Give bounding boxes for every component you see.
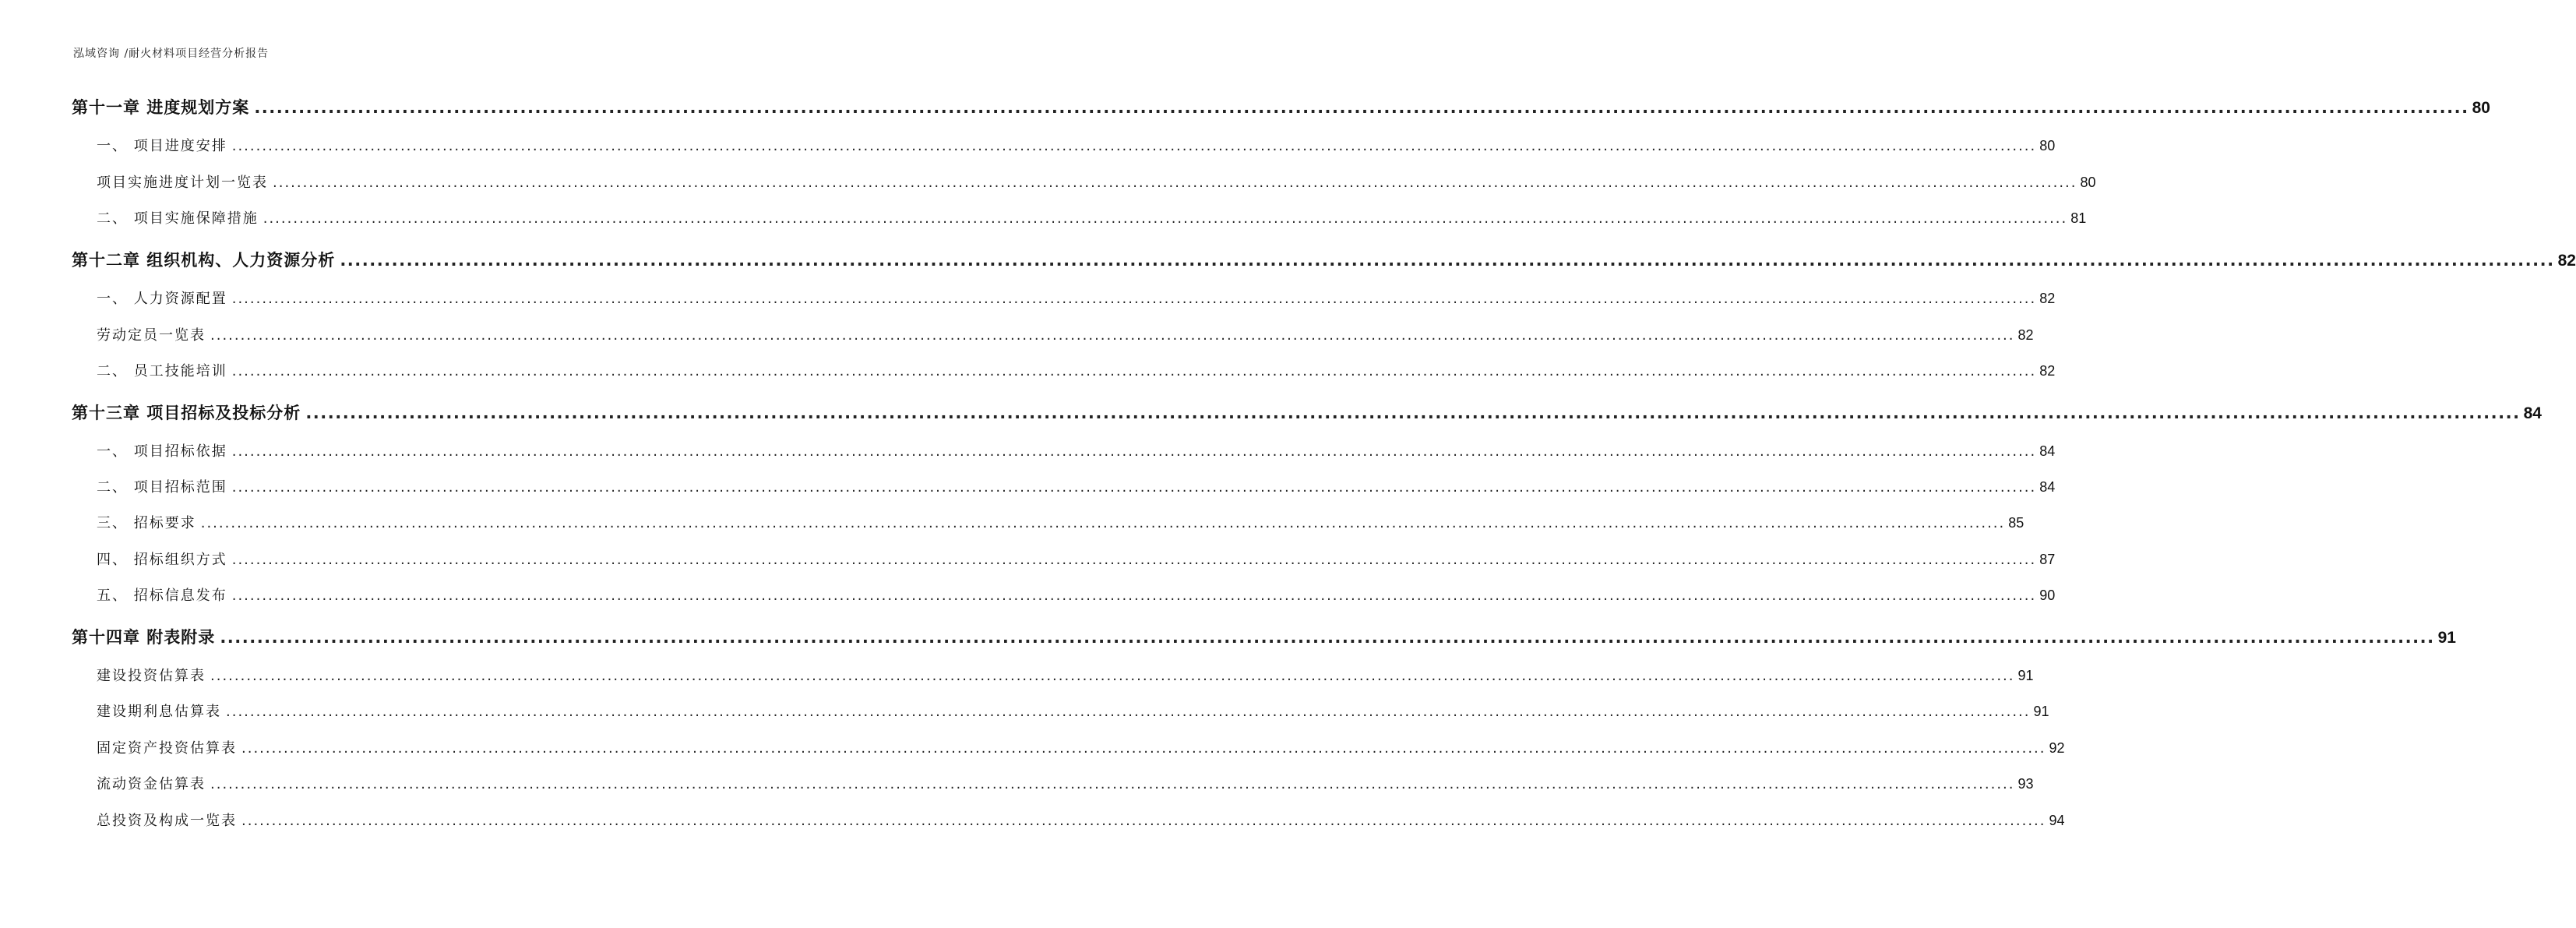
toc-leader-dots: ............................................................................................................................................................................................................................................................................................................ [241, 813, 2046, 829]
toc-entry-title: 一、 项目招标依据 [97, 443, 227, 460]
toc-leader-dots: ............................................................................................................................................................................................................................................................................................................ [210, 668, 2015, 684]
toc-entry-title: 项目实施进度计划一览表 [97, 175, 268, 191]
toc-section-entry[interactable] [97, 476, 2056, 496]
toc-leader-dots: ............................................................................................................................................................................................................................................................................................................ [231, 479, 2037, 496]
toc-section-entry[interactable] [97, 665, 2034, 685]
toc-entry-title: 一、 项目进度安排 [97, 138, 227, 154]
toc-chapter-entry[interactable] [72, 95, 2490, 118]
toc-leader-dots: ............................................................................................................................................................................................................................................................................................................ [263, 210, 2068, 227]
toc-page-number: 80 [2039, 138, 2056, 153]
toc-chapter-entry[interactable] [72, 248, 2576, 271]
toc-page-number: 92 [2049, 740, 2065, 756]
toc-leader-dots: ............................................................................................................................................................................................................................................................................................................ [231, 587, 2037, 604]
toc-section-entry[interactable] [97, 324, 2034, 344]
toc-page-number: 82 [2039, 363, 2056, 379]
toc-entry-title: 三、 招标要求 [97, 515, 196, 531]
toc-chapter-entry[interactable] [72, 625, 2456, 648]
toc-page-number: 84 [2523, 404, 2542, 422]
toc-entry-title: 一、 人力资源配置 [97, 291, 227, 307]
toc-section-entry[interactable] [97, 171, 2096, 192]
toc-section-entry[interactable] [97, 584, 2056, 605]
toc-entry-title: 五、 招标信息发布 [97, 587, 227, 604]
toc-leader-dots: ............................................................................................................................................................................................................................................................................................................ [231, 443, 2037, 460]
toc-entry-title: 建设期利息估算表 [97, 704, 221, 720]
toc-page-number: 80 [2080, 175, 2096, 190]
toc-entry-title: 四、 招标组织方式 [97, 552, 227, 568]
toc-entry-title: 第十四章 附表附录 [72, 628, 216, 647]
toc-leader-dots: ............................................................................................................................................................................................................................................................................................................ [231, 291, 2037, 307]
toc-section-entry[interactable] [97, 810, 2065, 830]
toc-leader-dots: ............................................................................................................................................................................................................................................................................................................ [305, 404, 2521, 422]
toc-entry-title: 二、 项目实施保障措施 [97, 210, 259, 227]
toc-section-entry[interactable] [97, 288, 2056, 308]
toc-entry-title: 流动资金估算表 [97, 776, 206, 792]
toc-entry-title: 建设投资估算表 [97, 668, 206, 684]
toc-entry-title: 第十三章 项目招标及投标分析 [72, 404, 301, 422]
toc-entry-title: 二、 项目招标范围 [97, 479, 227, 496]
toc-chapter-entry[interactable] [72, 400, 2542, 424]
toc-leader-dots: ............................................................................................................................................................................................................................................................................................................ [226, 704, 2031, 720]
toc-section-entry[interactable] [97, 773, 2034, 793]
toc-page-number: 84 [2039, 443, 2056, 459]
toc-page-number: 93 [2017, 776, 2034, 792]
toc-leader-dots: ............................................................................................................................................................................................................................................................................................................ [200, 515, 2006, 531]
toc-leader-dots: ............................................................................................................................................................................................................................................................................................................ [241, 740, 2046, 757]
toc-section-entry[interactable] [97, 360, 2056, 380]
toc-leader-dots: ............................................................................................................................................................................................................................................................................................................ [231, 138, 2037, 154]
toc-leader-dots: ............................................................................................................................................................................................................................................................................................................ [273, 175, 2077, 191]
toc-section-entry[interactable] [97, 700, 2049, 721]
toc-page-number: 87 [2039, 552, 2056, 567]
toc-entry-title: 第十二章 组织机构、人力资源分析 [72, 251, 336, 270]
toc-entry-title: 劳动定员一览表 [97, 327, 206, 344]
toc-page-number: 84 [2039, 479, 2056, 495]
toc-leader-dots: ............................................................................................................................................................................................................................................................................................................ [231, 363, 2037, 379]
toc-leader-dots: ............................................................................................................................................................................................................................................................................................................ [220, 628, 2435, 647]
toc-section-entry[interactable] [97, 512, 2025, 532]
toc-entry-title: 总投资及构成一览表 [97, 813, 237, 829]
toc-page-number: 80 [2472, 99, 2490, 117]
toc-page-number: 82 [2039, 291, 2056, 306]
toc-leader-dots: ............................................................................................................................................................................................................................................................................................................ [340, 251, 2555, 270]
toc-entry-title: 第十一章 进度规划方案 [72, 98, 250, 117]
toc-page-number: 94 [2049, 813, 2065, 828]
toc-entry-title: 二、 员工技能培训 [97, 363, 227, 379]
toc-page-number: 85 [2008, 515, 2025, 531]
toc-page-number: 82 [2557, 252, 2576, 270]
toc-section-entry[interactable] [97, 207, 2087, 228]
toc-page-number: 91 [2017, 668, 2034, 683]
toc-entry-title: 固定资产投资估算表 [97, 740, 237, 757]
toc-leader-dots: ............................................................................................................................................................................................................................................................................................................ [210, 327, 2015, 344]
toc-section-entry[interactable] [97, 549, 2056, 569]
running-header: 泓域咨询 /耐火材料项目经营分析报告 [73, 48, 270, 60]
toc-section-entry[interactable] [97, 135, 2056, 155]
toc-leader-dots: ............................................................................................................................................................................................................................................................................................................ [231, 552, 2037, 568]
toc-page-number: 91 [2033, 704, 2049, 719]
toc-section-entry[interactable] [97, 440, 2056, 460]
toc-page-number: 90 [2039, 587, 2056, 603]
toc-section-entry[interactable] [97, 737, 2065, 757]
toc-page-number: 82 [2017, 327, 2034, 343]
toc-page-number: 91 [2437, 629, 2456, 647]
toc-leader-dots: ............................................................................................................................................................................................................................................................................................................ [254, 98, 2469, 117]
toc-leader-dots: ............................................................................................................................................................................................................................................................................................................ [210, 776, 2015, 792]
toc-page-number: 81 [2070, 210, 2087, 226]
